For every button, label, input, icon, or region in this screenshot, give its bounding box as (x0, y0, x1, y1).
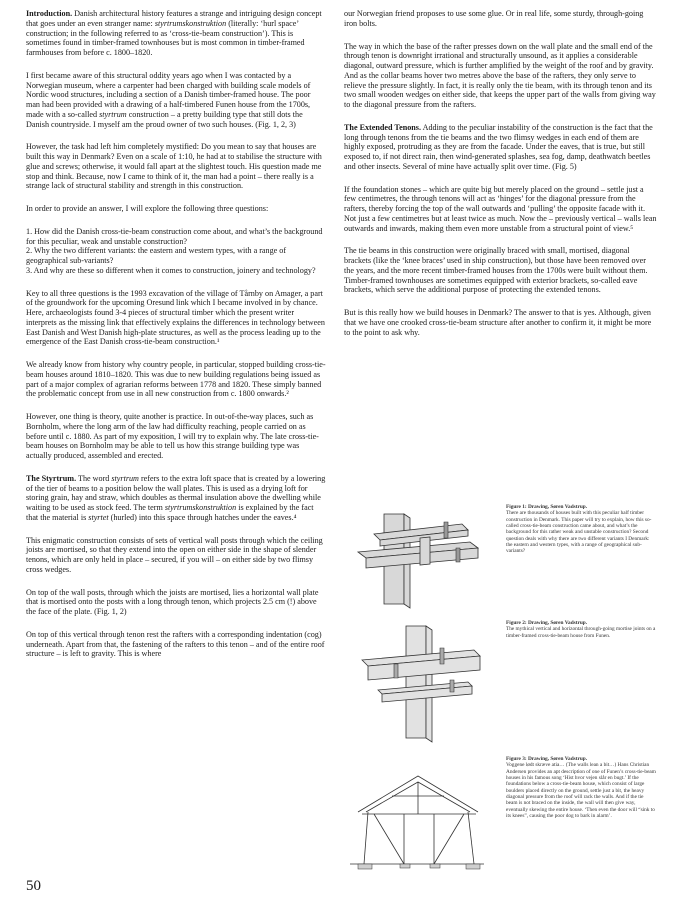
body-paragraph: Key to all three questions is the 1993 excavation of the village of Tårnby on Amager, a part of the groundwork for the upcoming Oresund link which I became involved in by chance. Here, archaeologists found 3-4 pieces of structural timber which the present writer interprets as the missing link that effectively explains the differences in technology between East Danish and West Danish high-plate structures, as well as the process leading up to the emergence of the East Danish cross-tie-beam construction.¹ (26, 288, 325, 347)
extended-tenons-heading: The Extended Tenons. (344, 122, 421, 132)
body-paragraph: On top of this vertical through tenon rest the rafters with a corresponding indentation (cog) underneath. Apart from that, the fastening of the rafters to this tenon – and of the entire roof structure – is left to gravity. This is where (26, 629, 325, 659)
figure-2 (344, 620, 657, 748)
body-paragraph: However, the task had left him completely mystified: Do you mean to say that houses are built this way in Denmark? Even on a scale of 1:10, he had at to stabilise the structure with glue and screws; otherwise, it would fall apart at the slightest touch. His question made me stop and think. Because, now I came to think of it, the man had a point – there really is a strange lack of structural stability and strength in this construction. (26, 142, 322, 191)
styrtrum-paragraph: The Styrtrum. The word styrtrum refers to the extra loft space that is created by a lowering of the tier of beams to a position below the wall plates. This is used as a drying loft for storing grain, hay and straw, which doubles as thermal insulation above the dwelling while waiting to be used as stock feed. The term styrtrumskonstruktion is explained by the fact that the material is styrtet (hurled) into this space through hatches under the eaves.⁴ (26, 473, 326, 522)
body-paragraph: On top of the wall posts, through which the joists are mortised, lies a horizontal wall plate that is mortised onto the posts with a long through tenon, which projects 2.5 cm (!) above the face of the plate. (Fig. 1, 2) (26, 587, 319, 616)
right-column (344, 9, 657, 350)
body-paragraph: The way in which the base of the rafter presses down on the wall plate and the small end of the through tenon is downright irrational and structurally unsound, as it applies a considerable diagonal, outward pressure, which is further amplified by the weight of the roof and by gravity. And as the collar beams hover two metres above the base of the rafters, they only serve to relieve the pressure slightly. In fact, it is really only the tie beam, with its through tenon and its two small wooden wedges on either side, that keeps the upper part of the walls from giving way to the diagonal pressure from the rafters. (344, 41, 656, 109)
body-paragraph: We already know from history why country people, in particular, stopped building cross-tie-beam houses around 1810–1820. This was due to new building regulations being issued as part of a major complex of agrarian reforms between 1778 and 1820. These simply banned the problematic concept from use in all new construction from c. 1800 onwards.² (26, 360, 326, 399)
extended-tenons-paragraph: The Extended Tenons. Adding to the peculiar instability of the construction is the fact that the long through tenons from the tie beams and the two flimsy wedges in each end of them are highly exposed, protruding as they are from the facade. Under the eaves, that is true, but still exposed to, if not direct rain, then wind-generated splashes, sea fog, damp, deathwatch beetles and other insects. Several of mine have actually split over time. (Fig. 5) (344, 122, 653, 171)
body-paragraph: If the foundation stones – which are quite big but merely placed on the ground – settle just a few centimetres, the through tenons will act as ‘hinges’ for the diagonal pressure from the rafters, thereby forcing the top of the wall outwards and ‘pulling’ the opposite facade with it. Not just a few centimetres but at least twice as much. Now the – previously vertical – walls lean outwards and inwards, making them even more unstable from a structural point of view.⁵ (344, 184, 657, 233)
intro-paragraph: Introduction. Danish architectural history features a strange and intriguing design concept that goes under an even stranger name: styrtrumskonstruktion (literally: ‘hurl space’ construction; in the following referred to as ‘cross-tie-beam construction’). This is sometimes found in timber-framed townhouses but is most common in timber-framed farmhouses from before c. 1800–1820. (26, 9, 322, 57)
figure-1 (344, 504, 657, 620)
figure-1-caption: Figure 1: Drawing, Søren Vadstrup. There are thousands of houses built with this peculiar half timber construction in Denmark. This paper will try to explain, how this so-called cross-tie-beam construction came about, and what’s the background for this rather weak and unstable construction? Second question deals with why there are two different variants I Denmark: the eastern and western types, with a range of geographical sub-variants? (506, 504, 652, 555)
page-number: 50 (26, 878, 41, 894)
body-paragraph: I first became aware of this structural oddity years ago when I was contacted by a Norwegian museum, where a carpenter had been charged with building scale models of Nordic wood structures, including a section of a Danish timber-framed house. The poor man had been provided with a drawing of a half-timbered Funen house from the 1700s, made with a so-called styrtrum construction – a pretty building type that still dots the Danish countryside. I myself am the proud owner of two such houses. (Fig. 1, 2, 3) (26, 70, 311, 129)
body-paragraph: This enigmatic construction consists of sets of vertical wall posts through which the ceiling joists are mortised, so that they extend into the open on either side in the shape of slender tenons, which are only held in place – secured, if you will – on either side by two flimsy cross wedges. (26, 535, 323, 574)
styrtrum-heading: The Styrtrum. (26, 473, 77, 483)
body-paragraph: However, one thing is theory, quite another is practice. In out-of-the-way places, such as Bornholm, where the long arm of the law had difficulty reaching, people carried on as before until c. 1880. As part of my exposition, I will try to explain why. The late cross-tie-beam houses on Bornholm may be able to tell us how this strange building type was actually produced, assembled and erected. (26, 412, 319, 460)
question-2: 2. Why the two different variants: the eastern and western types, with a range of geographical sub-variants? (26, 246, 287, 265)
figures-area (344, 504, 657, 888)
question-3: 3. And why are these so different when it comes to construction, joinery and technology? (26, 265, 316, 275)
figure-3 (344, 748, 657, 888)
body-paragraph: The tie beams in this construction were originally braced with small, mortised, diagonal brackets (like the ‘knee braces’ used in ship construction), but those have been removed over the years, and the more recent timber-framed houses from the 1700s were built without them. Timber-framed townhouses are sometimes equipped with exterior brackets, so-called eave brackets, which serve the additional purpose of protecting the extended tenons. (344, 246, 648, 295)
body-paragraph: But is this really how we build houses in Denmark? The answer to that is yes. Although, given that we have one crooked cross-tie-beam structure after another to confirm it, it might be more to the point to ask why. (344, 308, 652, 337)
left-column (26, 9, 326, 672)
figure-3-caption: Figure 3: Drawing, Søren Vadstrup. Voggene lødt skræve atia… (The walls lean a bit…) Hans Christian Andersen provides an apt description of one of Funen’s cross-tie-beam houses in his famous song ‘Hist hvor vejen slår en bugt.’ If the foundations below a cross-tie-beam house, which consist of large boulders placed directly on the ground, settle just a bit, the heavy diagonal pressure from the roof will rack the walls. And if the tie beam is not braced on the inside, the wall will then give way, eventually skewing the entire house. ‘Then even the door will “sink to its knees”, causing the poor dog to bark in alarm’. (506, 756, 656, 820)
figure-2-drawing (344, 620, 494, 744)
figure-1-drawing (344, 504, 494, 616)
body-paragraph: our Norwegian friend proposes to use some glue. Or in real life, some sturdy, through-going iron bolts. (344, 9, 644, 28)
figure-3-drawing (344, 768, 494, 870)
figure-2-caption: Figure 2: Drawing, Søren Vadstrup. The mythical vertical and horizontal through-going mortise joints on a timber-framed cross-tie-beam house from Funen. (506, 620, 656, 639)
body-paragraph: In order to provide an answer, I will explore the following three questions: (26, 204, 269, 213)
question-1: 1. How did the Danish cross-tie-beam construction come about, and what’s the background for this peculiar, weak and unstable construction? (26, 226, 323, 246)
intro-heading: Introduction. (26, 9, 73, 18)
